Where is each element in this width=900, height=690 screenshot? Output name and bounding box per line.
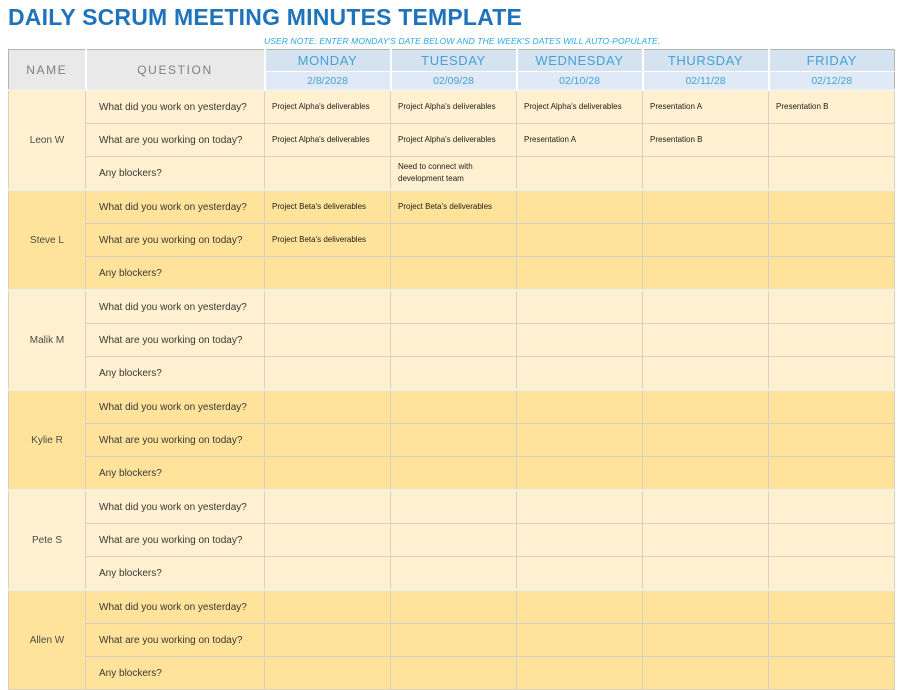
answer-cell[interactable] [769, 257, 895, 291]
answer-cell[interactable] [265, 424, 391, 457]
question-cell: What are you working on today? [86, 324, 265, 357]
day-header-tuesday: TUESDAY [391, 50, 517, 72]
answer-cell[interactable] [769, 424, 895, 457]
answer-cell[interactable]: Project Alpha's deliverables [265, 124, 391, 157]
answer-cell[interactable]: Project Alpha's deliverables [391, 124, 517, 157]
answer-cell[interactable] [391, 590, 517, 624]
member-row [9, 324, 895, 357]
answer-cell[interactable] [391, 290, 517, 324]
date-cell-friday[interactable]: 02/12/28 [769, 72, 895, 91]
answer-cell[interactable] [391, 457, 517, 491]
member-name-cell[interactable]: Pete S [9, 490, 86, 590]
question-cell: Any blockers? [86, 157, 265, 191]
page [0, 4, 900, 690]
member-name-cell[interactable]: Steve L [9, 190, 86, 290]
answer-cell[interactable] [769, 657, 895, 690]
answer-cell[interactable] [643, 524, 769, 557]
answer-cell[interactable] [769, 457, 895, 491]
answer-cell[interactable] [643, 257, 769, 291]
answer-cell[interactable]: Project Beta's deliverables [265, 190, 391, 224]
answer-cell[interactable] [517, 457, 643, 491]
answer-cell[interactable] [517, 357, 643, 391]
member-row [9, 657, 895, 690]
member-row [9, 290, 895, 324]
member-row [9, 557, 895, 591]
answer-cell[interactable] [265, 557, 391, 591]
answer-cell[interactable] [643, 590, 769, 624]
answer-cell[interactable] [643, 457, 769, 491]
answer-cell[interactable] [643, 390, 769, 424]
answer-cell[interactable] [769, 190, 895, 224]
answer-cell[interactable]: Presentation A [517, 124, 643, 157]
answer-cell[interactable] [517, 257, 643, 291]
answer-cell[interactable] [517, 324, 643, 357]
answer-cell[interactable] [769, 390, 895, 424]
member-row [9, 90, 895, 124]
answer-cell[interactable] [517, 390, 643, 424]
day-header-wednesday: WEDNESDAY [517, 50, 643, 72]
answer-cell[interactable] [265, 590, 391, 624]
answer-cell[interactable] [643, 624, 769, 657]
answer-cell[interactable] [391, 657, 517, 690]
answer-cell[interactable] [391, 224, 517, 257]
answer-cell[interactable] [391, 257, 517, 291]
day-header-monday: MONDAY [265, 50, 391, 72]
answer-cell[interactable]: Presentation A [643, 90, 769, 124]
answer-cell[interactable] [265, 390, 391, 424]
answer-cell[interactable] [517, 524, 643, 557]
scrum-table [8, 49, 895, 690]
answer-cell[interactable] [769, 590, 895, 624]
member-row [9, 424, 895, 457]
question-column-header: QUESTION [86, 50, 265, 91]
table-header [9, 50, 895, 91]
answer-cell[interactable] [517, 157, 643, 191]
answer-cell[interactable] [769, 224, 895, 257]
member-name-cell[interactable]: Leon W [9, 90, 86, 190]
member-name-cell[interactable]: Allen W [9, 590, 86, 690]
question-cell: Any blockers? [86, 557, 265, 591]
answer-cell[interactable] [391, 490, 517, 524]
answer-cell[interactable] [517, 557, 643, 591]
answer-cell[interactable]: Project Beta's deliverables [265, 224, 391, 257]
answer-cell[interactable] [265, 524, 391, 557]
answer-cell[interactable] [769, 624, 895, 657]
answer-cell[interactable] [517, 190, 643, 224]
question-cell: What are you working on today? [86, 524, 265, 557]
answer-cell[interactable]: Presentation B [769, 90, 895, 124]
answer-cell[interactable] [391, 557, 517, 591]
answer-cell[interactable] [265, 490, 391, 524]
day-header-thursday: THURSDAY [643, 50, 769, 72]
answer-cell[interactable] [643, 157, 769, 191]
question-cell: What are you working on today? [86, 624, 265, 657]
answer-cell[interactable] [517, 224, 643, 257]
answer-cell[interactable] [643, 424, 769, 457]
day-header-friday: FRIDAY [769, 50, 895, 72]
answer-cell[interactable]: Project Beta's deliverables [391, 190, 517, 224]
answer-cell[interactable] [643, 224, 769, 257]
question-cell: What are you working on today? [86, 124, 265, 157]
answer-cell[interactable] [643, 490, 769, 524]
member-name-cell[interactable]: Malik M [9, 290, 86, 390]
answer-cell[interactable]: Need to connect with development team [391, 157, 517, 191]
date-cell-wednesday[interactable]: 02/10/28 [517, 72, 643, 91]
answer-cell[interactable]: Presentation B [643, 124, 769, 157]
member-row [9, 224, 895, 257]
page-title: DAILY SCRUM MEETING MINUTES TEMPLATE [8, 4, 523, 30]
day-header-row [9, 50, 895, 72]
date-cell-monday[interactable]: 2/8/2028 [265, 72, 391, 91]
answer-cell[interactable] [265, 357, 391, 391]
question-cell: What are you working on today? [86, 224, 265, 257]
answer-cell[interactable] [643, 557, 769, 591]
member-row [9, 157, 895, 191]
answer-cell[interactable] [517, 424, 643, 457]
answer-cell[interactable] [391, 524, 517, 557]
question-cell: What did you work on yesterday? [86, 90, 265, 124]
member-row [9, 357, 895, 391]
member-row [9, 257, 895, 291]
answer-cell[interactable] [265, 324, 391, 357]
answer-cell[interactable] [517, 657, 643, 690]
member-name-cell[interactable]: Kylie R [9, 390, 86, 490]
member-row [9, 124, 895, 157]
answer-cell[interactable] [769, 490, 895, 524]
answer-cell[interactable] [769, 157, 895, 191]
answer-cell[interactable] [391, 357, 517, 391]
answer-cell[interactable] [517, 624, 643, 657]
answer-cell[interactable] [391, 424, 517, 457]
question-cell: What did you work on yesterday? [86, 490, 265, 524]
question-cell: Any blockers? [86, 257, 265, 291]
answer-cell[interactable] [769, 324, 895, 357]
answer-cell[interactable]: Project Alpha's deliverables [517, 90, 643, 124]
answer-cell[interactable] [265, 457, 391, 491]
question-cell: What did you work on yesterday? [86, 290, 265, 324]
question-cell: Any blockers? [86, 357, 265, 391]
question-cell: Any blockers? [86, 457, 265, 491]
answer-cell[interactable]: Project Alpha's deliverables [391, 90, 517, 124]
answer-cell[interactable] [391, 390, 517, 424]
question-cell: What did you work on yesterday? [86, 590, 265, 624]
member-row [9, 390, 895, 424]
member-row [9, 457, 895, 491]
date-cell-thursday[interactable]: 02/11/28 [643, 72, 769, 91]
member-row [9, 190, 895, 224]
name-column-header: NAME [9, 50, 86, 91]
answer-cell[interactable] [517, 490, 643, 524]
answer-cell[interactable] [391, 324, 517, 357]
answer-cell[interactable] [643, 357, 769, 391]
answer-cell[interactable] [517, 290, 643, 324]
answer-cell[interactable] [769, 524, 895, 557]
date-cell-tuesday[interactable]: 02/09/28 [391, 72, 517, 91]
answer-cell[interactable] [643, 324, 769, 357]
answer-cell[interactable] [265, 157, 391, 191]
answer-cell[interactable] [643, 290, 769, 324]
answer-cell[interactable] [391, 624, 517, 657]
answer-cell[interactable] [265, 257, 391, 291]
member-row [9, 524, 895, 557]
member-row [9, 590, 895, 624]
question-cell: Any blockers? [86, 657, 265, 690]
answer-cell[interactable] [517, 590, 643, 624]
answer-cell[interactable] [265, 290, 391, 324]
answer-cell[interactable] [643, 657, 769, 690]
answer-cell[interactable] [769, 290, 895, 324]
answer-cell[interactable] [643, 190, 769, 224]
answer-cell[interactable] [769, 557, 895, 591]
question-cell: What did you work on yesterday? [86, 190, 265, 224]
answer-cell[interactable] [265, 624, 391, 657]
answer-cell[interactable] [769, 357, 895, 391]
answer-cell[interactable]: Project Alpha's deliverables [265, 90, 391, 124]
answer-cell[interactable] [769, 124, 895, 157]
member-row [9, 490, 895, 524]
question-cell: What are you working on today? [86, 424, 265, 457]
member-row [9, 624, 895, 657]
answer-cell[interactable] [265, 657, 391, 690]
table-body [9, 90, 895, 690]
user-note: USER NOTE: ENTER MONDAY'S DATE BELOW AND THE WEEK'S DATES WILL AUTO-POPULATE. [264, 36, 661, 46]
question-cell: What did you work on yesterday? [86, 390, 265, 424]
